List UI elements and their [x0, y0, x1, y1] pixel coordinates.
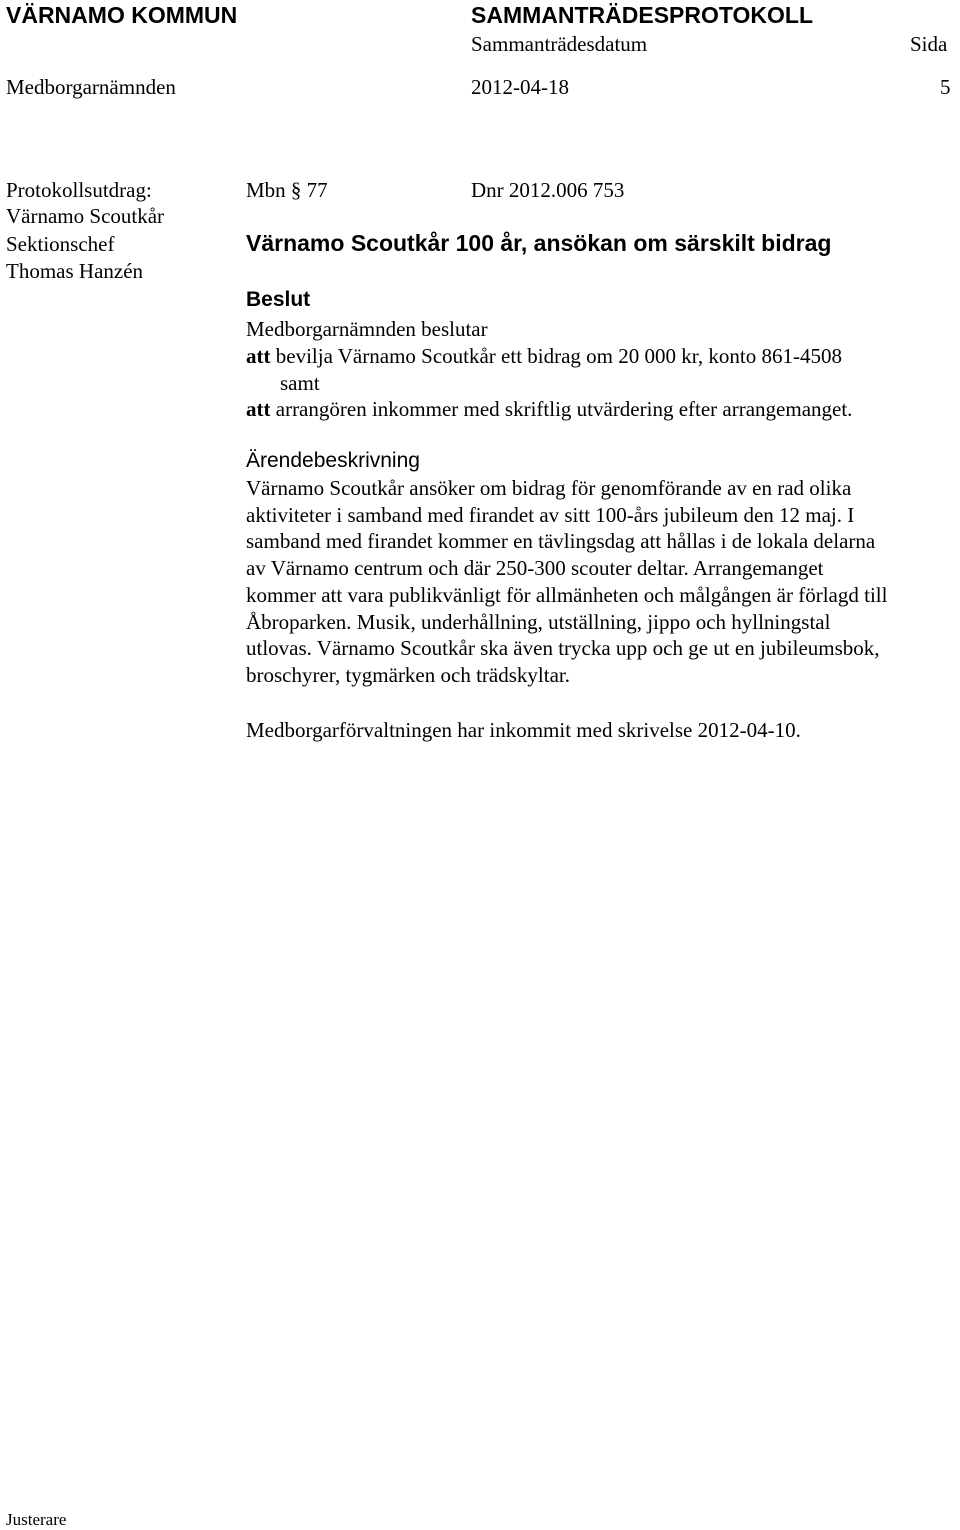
meeting-date: 2012-04-18 — [471, 75, 569, 99]
description-body — [246, 475, 887, 689]
decision-clause-2-text: arrangören inkommer med skriftlig utvärdering efter arrangemanget. — [275, 397, 853, 421]
decision-clause-1 — [246, 343, 842, 369]
description-line: Värnamo Scoutkår ansöker om bidrag för genomförande av en rad olika — [246, 476, 852, 500]
adjuster-label: Justerare — [6, 1510, 67, 1529]
description-line: aktiviteter i samband med firandet av sitt 100-års jubileum den 12 maj. I — [246, 502, 855, 527]
decision-heading: Beslut — [246, 288, 311, 311]
page-number: 5 — [940, 75, 951, 99]
recipient: Thomas Hanzén — [6, 259, 144, 283]
extract-label: Protokollsutdrag: — [6, 178, 152, 202]
description-line: broschyrer, tygmärken och trädskyltar. — [246, 662, 570, 687]
description-line: Åbroparken. Musik, underhållning, utställning, jippo och hyllningstal — [246, 609, 831, 634]
decision-intro: Medborgarnämnden beslutar — [246, 317, 488, 341]
description-line: utlovas. Värnamo Scoutkår ska även trycka upp och ge ut en jubileumsbok, — [246, 636, 880, 661]
case-number: Dnr 2012.006 753 — [471, 178, 625, 202]
paragraph-number: Mbn § 77 — [246, 178, 328, 202]
extract-recipients — [6, 177, 164, 285]
recipient: Värnamo Scoutkår — [6, 204, 165, 228]
organization-name: VÄRNAMO KOMMUN — [6, 2, 238, 28]
att-keyword: att — [246, 344, 271, 368]
decision-clause-2 — [246, 396, 852, 422]
description-line: kommer att vara publikvänligt för allmänheten och målgången är förlagd till — [246, 582, 888, 607]
page-label: Sida — [910, 32, 948, 56]
meeting-date-label: Sammanträdesdatum — [471, 32, 648, 56]
description-line: av Värnamo centrum och där 250-300 scouter deltar. Arrangemanget — [246, 556, 824, 581]
case-title: Värnamo Scoutkår 100 år, ansökan om särskilt bidrag — [246, 230, 832, 256]
recipient: Sektionschef — [6, 232, 115, 256]
board-name: Medborgarnämnden — [6, 75, 176, 99]
decision-conjunction: samt — [280, 371, 320, 395]
description-heading: Ärendebeskrivning — [246, 449, 420, 472]
att-keyword: att — [246, 397, 271, 421]
decision-clause-1-text: bevilja Värnamo Scoutkår ett bidrag om 20 000 kr, konto 861-4508 — [275, 344, 843, 368]
document-type: SAMMANTRÄDESPROTOKOLL — [471, 2, 814, 28]
description-note: Medborgarförvaltningen har inkommit med skrivelse 2012-04-10. — [246, 718, 801, 742]
description-line: samband med firandet kommer en tävlingsdag att hållas i de lokala delarna — [246, 529, 876, 554]
